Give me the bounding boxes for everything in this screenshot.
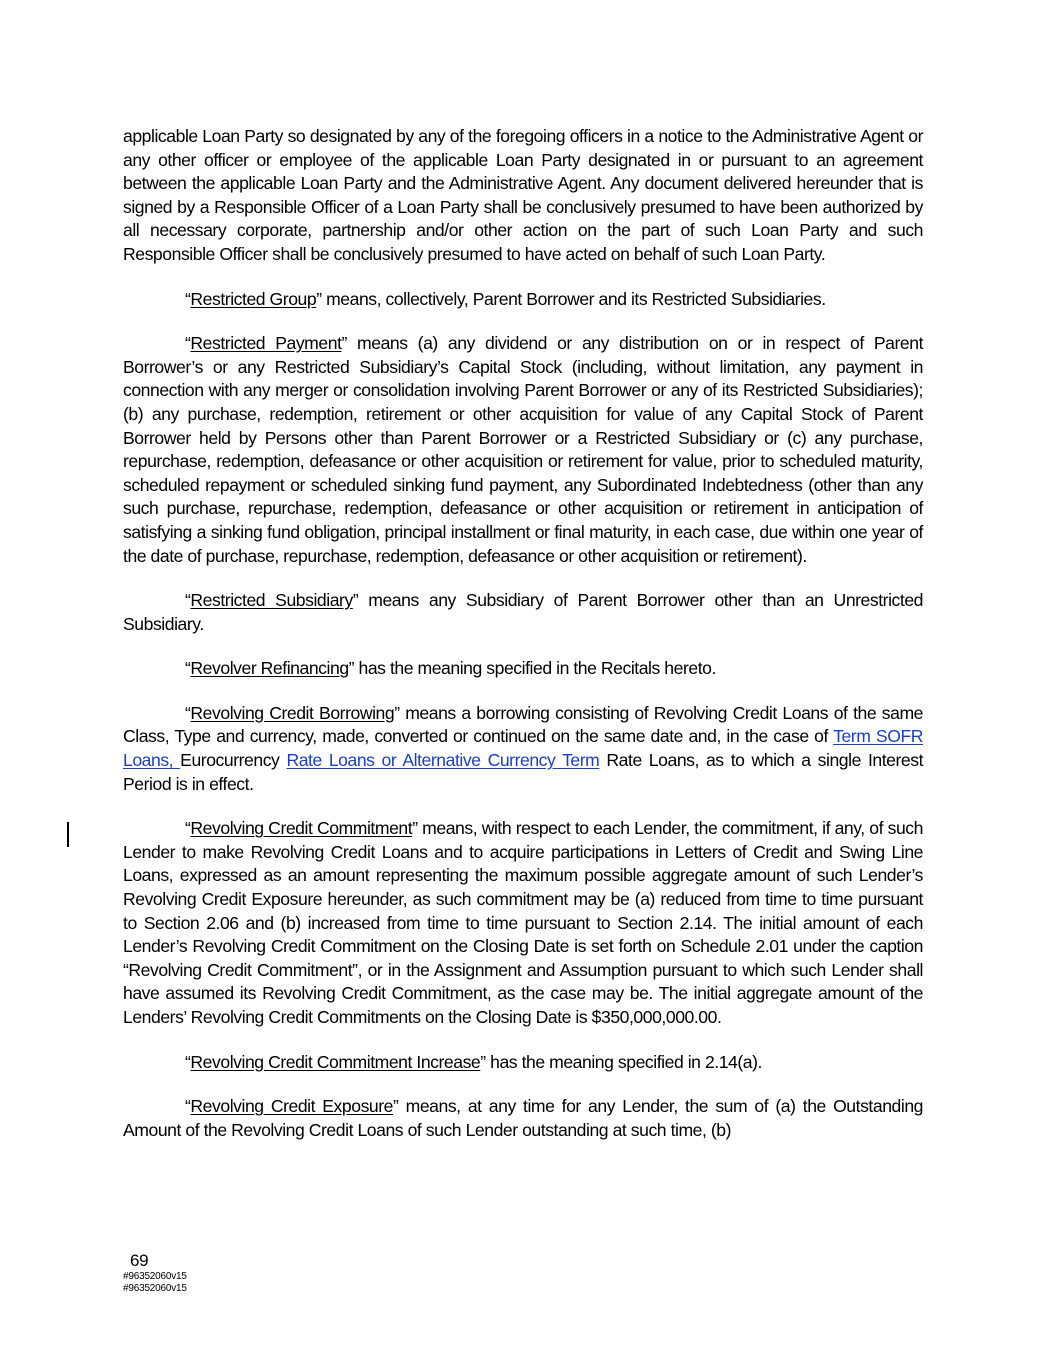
- definition-revolving-credit-commitment-increase: [123, 1051, 923, 1075]
- open-quote: “: [185, 590, 191, 611]
- definition-revolving-credit-borrowing: [123, 702, 923, 796]
- defined-term: Revolving Credit Commitment: [190, 818, 413, 839]
- definition-text: ” means, collectively, Parent Borrower and its Restricted Subsidiaries.: [316, 288, 826, 309]
- open-quote: “: [185, 1051, 191, 1072]
- paragraph-continuation: applicable Loan Party so designated by any of the foregoing officers in a notice to the Administrative Agent or any other officer or employee of the applicable Loan Party designated in or pursuant to an agreement between the applicable Loan Party and the Administrative Agent. Any document delivered hereunder that is signed by a Responsible Officer of a Loan Party shall be conclusively presumed to have been authorized by all necessary corporate, partnership and/or other action on the part of such Loan Party and such Responsible Officer shall be conclusively presumed to have acted on behalf of such Loan Party.: [123, 126, 923, 264]
- definition-revolving-credit-exposure: [123, 1095, 923, 1142]
- document-id: #96352060v15: [123, 1283, 187, 1294]
- defined-term: Revolving Credit Borrowing: [190, 702, 395, 723]
- defined-term: Restricted Payment: [190, 333, 342, 354]
- definition-text: Eurocurrency: [180, 750, 287, 771]
- definition-text: ” means (a) any dividend or any distribution on or in respect of Parent Borrower’s or any Restricted Subsidiary’s Capital Stock (including, without limitation, any payment in connection with any merger or consolidation involving Parent Borrower or any of its Restricted Subsidiaries); (b) any purchase, redemption, retirement or other acquisition for value of any Capital Stock of Parent Borrower held by Persons other than Parent Borrower or a Restricted Subsidiary or (c) any purchase, repurchase, redemption, defeasance or other acquisition or retirement for value, prior to scheduled maturity, scheduled repayment or scheduled sinking fund payment, any Subordinated Indebtedness (other than any such purchase, repurchase, redemption, defeasance or other acquisition or retirement in anticipation of satisfying a sinking fund obligation, principal installment or final maturity, in each case, due within one year of the date of purchase, repurchase, redemption, defeasance or other acquisition or retirement).: [123, 333, 924, 566]
- defined-term: Revolver Refinancing: [190, 658, 349, 679]
- document-id: #96352060v15: [123, 1271, 187, 1282]
- definition-restricted-group: [123, 288, 923, 312]
- definition-text: Rate Loans, as to which a single Interest Period is in effect.: [123, 750, 924, 794]
- document-body: [123, 125, 923, 1163]
- defined-term: Revolving Credit Commitment Increase: [190, 1051, 481, 1072]
- open-quote: “: [185, 1096, 191, 1117]
- inserted-text: Rate Loans or Alternative Currency Term: [286, 750, 600, 771]
- open-quote: “: [185, 288, 191, 309]
- definition-revolving-credit-commitment: [123, 817, 923, 1029]
- revision-change-bar: [67, 822, 69, 847]
- definition-text: ” means, at any time for any Lender, the sum of (a) the Outstanding Amount of the Revolving Credit Loans of such Lender outstanding at such time, (b): [123, 1096, 923, 1140]
- definition-text: ” means, with respect to each Lender, the commitment, if any, of such Lender to make Revolving Credit Loans and to acquire participations in Letters of Credit and Swing Line Loans, expressed as an amount representing the maximum possible aggregate amount of such Lender’s Revolving Credit Exposure hereunder, as such commitment may be (a) reduced from time to time pursuant to Section 2.06 and (b) increased from time to time pursuant to Section 2.14. The initial amount of each Lender’s Revolving Credit Commitment on the Closing Date is set forth on Schedule 2.01 under the caption “Revolving Credit Commitment”, or in the Assignment and Assumption pursuant to which such Lender shall have assumed its Revolving Credit Commitment, as the case may be. The initial aggregate amount of the Lenders’ Revolving Credit Commitments on the Closing Date is $350,000,000.00.: [123, 818, 923, 1027]
- open-quote: “: [185, 818, 191, 839]
- inserted-text: Term SOFR Loans,: [123, 726, 923, 771]
- definition-revolver-refinancing: [123, 657, 923, 681]
- page-number: 69: [130, 1251, 149, 1270]
- defined-term: Restricted Group: [190, 288, 317, 309]
- defined-term: Restricted Subsidiary: [190, 590, 353, 611]
- open-quote: “: [185, 658, 191, 679]
- definition-restricted-payment: [123, 332, 923, 568]
- defined-term: Revolving Credit Exposure: [190, 1096, 393, 1117]
- definition-text: ” means any Subsidiary of Parent Borrower other than an Unrestricted Subsidiary.: [123, 590, 923, 634]
- definition-text: ” has the meaning specified in the Recitals hereto.: [348, 658, 716, 679]
- definition-restricted-subsidiary: [123, 589, 923, 636]
- open-quote: “: [185, 702, 191, 723]
- open-quote: “: [185, 333, 191, 354]
- page-footer: [123, 1251, 323, 1295]
- definition-text: ” means a borrowing consisting of Revolving Credit Loans of the same Class, Type and currency, made, converted or continued on the same date and, in the case of: [123, 702, 923, 747]
- definition-text: ” has the meaning specified in 2.14(a).: [480, 1051, 762, 1072]
